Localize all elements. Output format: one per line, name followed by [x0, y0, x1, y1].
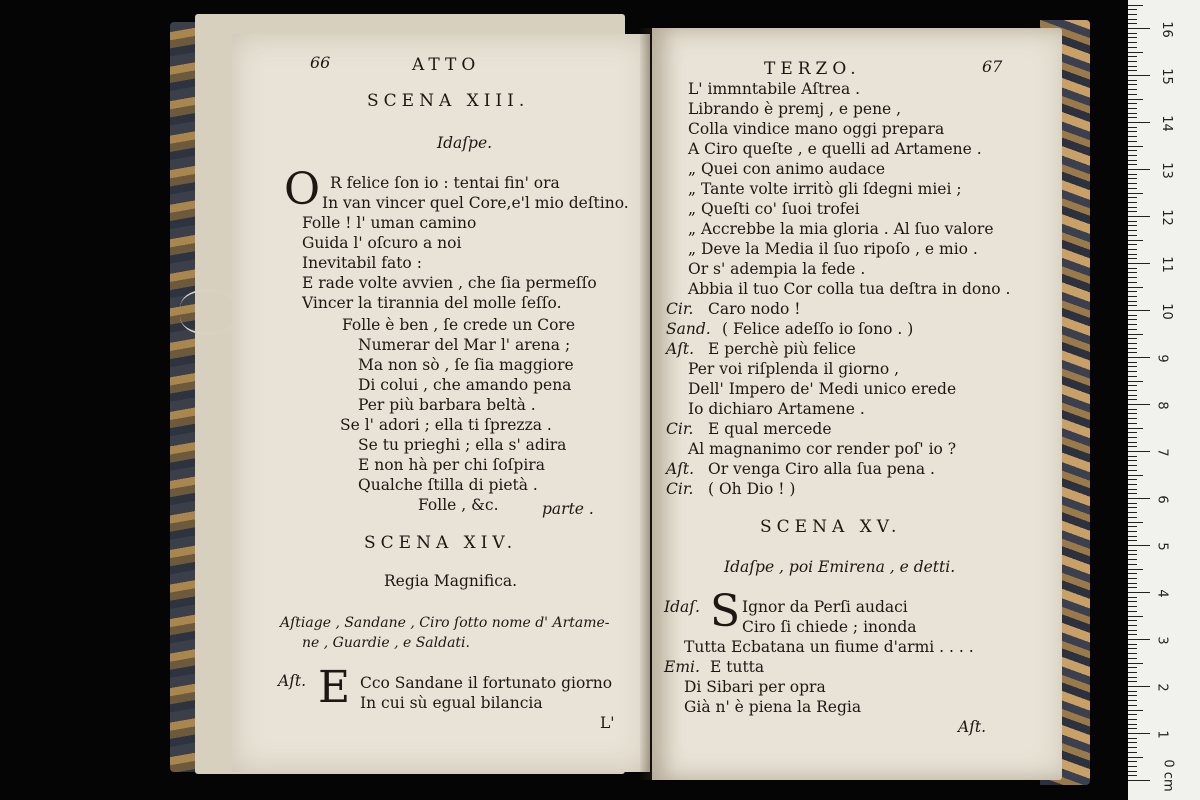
ruler-tick — [1128, 390, 1137, 391]
speaker-label: Idaſ. — [664, 598, 700, 616]
verse-line: „ Deve la Media il ſuo ripoſo , e mio . — [688, 240, 978, 258]
ruler-tick — [1128, 277, 1137, 278]
verse-line: Per voi riſplenda il giorno , — [688, 360, 900, 378]
left-page — [232, 34, 650, 772]
ruler-tick — [1128, 108, 1137, 109]
ruler-tick — [1128, 761, 1137, 762]
verse-line: Già n' è piena la Regia — [684, 698, 862, 716]
speaker-label: Cir. — [666, 480, 694, 498]
ruler-tick — [1128, 681, 1137, 682]
ruler-tick — [1128, 404, 1150, 405]
ruler-tick — [1128, 498, 1150, 499]
ruler-tick — [1128, 19, 1137, 20]
ruler-tick — [1128, 686, 1150, 687]
verse-line: Se tu prieghi ; ella s' adira — [358, 436, 567, 454]
verse-line: E non hà per chi ſoſpira — [358, 456, 545, 474]
verse-line: Librando è premj , e pene , — [688, 100, 902, 118]
ruler-tick — [1128, 569, 1143, 570]
ruler-tick — [1128, 301, 1137, 302]
ruler-tick — [1128, 225, 1137, 226]
ruler-tick — [1128, 141, 1137, 142]
speaker-label: Aſt. — [666, 340, 695, 358]
ruler-tick — [1128, 75, 1150, 76]
ruler-number: 12 — [1158, 209, 1174, 226]
ruler-tick — [1128, 221, 1137, 222]
ruler-number: 3 — [1154, 636, 1170, 645]
ruler-tick — [1128, 155, 1137, 156]
ruler-tick — [1128, 672, 1137, 673]
ruler-number: 14 — [1158, 115, 1174, 132]
speaker-label: Aſt. — [666, 460, 695, 478]
ruler-tick — [1128, 150, 1137, 151]
verse-line: A Ciro queſte , e quelli ad Artamene . — [688, 140, 982, 158]
ruler-tick — [1128, 216, 1150, 217]
ruler-tick — [1128, 395, 1137, 396]
ruler-tick — [1128, 489, 1137, 490]
ruler-tick — [1128, 564, 1137, 565]
page-number-left: 66 — [310, 53, 331, 72]
ruler-tick — [1128, 329, 1137, 330]
ruler-tick — [1128, 465, 1137, 466]
ruler-tick — [1128, 376, 1137, 377]
verse-line: Se l' adori ; ella ti ſprezza . — [340, 416, 552, 434]
ruler-tick — [1128, 268, 1137, 269]
verse-line: In cui sù egual bilancia — [360, 694, 543, 712]
ruler-tick — [1128, 113, 1137, 114]
verse-line: Guida l' oſcuro a noi — [302, 234, 462, 252]
binding-thread — [180, 290, 237, 334]
ruler-tick — [1128, 742, 1137, 743]
ruler-tick — [1128, 592, 1150, 593]
ruler-tick — [1128, 399, 1137, 400]
ruler-tick — [1128, 738, 1137, 739]
verse-line: E qual mercede — [708, 420, 832, 438]
ruler-tick — [1128, 409, 1137, 410]
ruler-number: 9 — [1154, 354, 1170, 363]
verse-line: Vincer la tirannia del molle ſeſſo. — [302, 294, 562, 312]
page-number-right: 67 — [982, 57, 1003, 76]
verse-line: Dell' Impero de' Medi unico erede — [688, 380, 957, 398]
ruler-tick — [1128, 164, 1137, 165]
verse-line: Inevitabil fato : — [302, 254, 422, 272]
ruler-tick — [1128, 442, 1137, 443]
ruler-tick — [1128, 103, 1137, 104]
ruler-tick — [1128, 625, 1137, 626]
ruler-tick — [1128, 33, 1137, 34]
ruler-tick — [1128, 37, 1137, 38]
ruler-tick — [1128, 315, 1137, 316]
verse-line: „ Accrebbe la mia gloria . Al ſuo valore — [688, 220, 994, 238]
ruler-tick — [1128, 371, 1137, 372]
verse-line: Colla vindice mano oggi prepara — [688, 120, 945, 138]
ruler-tick — [1128, 249, 1137, 250]
ruler-tick — [1128, 700, 1137, 701]
ruler-number: 2 — [1154, 683, 1170, 692]
ruler-unit-label: 0 cm — [1160, 759, 1176, 792]
ruler-number: 10 — [1158, 303, 1174, 320]
ruler-tick — [1128, 428, 1143, 429]
ruler-tick — [1128, 61, 1137, 62]
verse-line: Di Sibari per opra — [684, 678, 826, 696]
verse-line: Numerar del Mar l' arena ; — [358, 336, 571, 354]
ruler-tick — [1128, 343, 1137, 344]
ruler-tick — [1128, 362, 1137, 363]
ruler-tick — [1128, 357, 1150, 358]
speaker-label: Sand. — [666, 320, 711, 338]
verse-line: Tutta Ecbatana un fiume d'armi . . . . — [684, 638, 974, 656]
ruler-tick — [1128, 644, 1137, 645]
ruler-tick — [1128, 606, 1137, 607]
ruler-tick — [1128, 733, 1150, 734]
ruler-tick — [1128, 319, 1137, 320]
ruler-tick — [1128, 188, 1137, 189]
ruler-tick — [1128, 484, 1137, 485]
ruler-tick — [1128, 583, 1137, 584]
ruler-tick — [1128, 470, 1137, 471]
verse-line: Qualche ſtilla di pietà . — [358, 476, 538, 494]
ruler-tick — [1128, 437, 1137, 438]
verse-line: L' immntabile Aſtrea . — [688, 80, 861, 98]
ruler-tick — [1128, 127, 1137, 128]
drop-cap-e: E — [318, 662, 351, 713]
speaker-label: Cir. — [666, 300, 694, 318]
ruler-tick — [1128, 423, 1137, 424]
ruler-tick — [1128, 432, 1137, 433]
verse-line: Folle , &c. — [418, 496, 499, 514]
ruler-tick — [1128, 630, 1137, 631]
ruler-tick — [1128, 70, 1137, 71]
scene-xiv-cast: Aſtiage , Sandane , Ciro ſotto nome d' Artame- — [280, 615, 610, 631]
ruler-tick — [1128, 658, 1137, 659]
ruler-tick — [1128, 282, 1137, 283]
catchword: L' — [600, 714, 615, 732]
ruler-tick — [1128, 451, 1150, 452]
ruler-number: 5 — [1154, 542, 1170, 551]
ruler-tick — [1128, 460, 1137, 461]
ruler-tick — [1128, 94, 1137, 95]
ruler-tick — [1128, 620, 1137, 621]
ruler-tick — [1128, 56, 1137, 57]
verse-line: ( Oh Dio ! ) — [708, 480, 796, 498]
ruler-tick — [1128, 545, 1150, 546]
ruler-tick — [1128, 197, 1137, 198]
ruler-tick — [1128, 536, 1137, 537]
verse-line: „ Tante volte irritò gli ſdegni miei ; — [688, 180, 962, 198]
ruler-tick — [1128, 5, 1143, 6]
ruler-tick — [1128, 771, 1137, 772]
right-page — [652, 28, 1062, 780]
verse-line: Or venga Ciro alla ſua pena . — [708, 460, 935, 478]
ruler-tick — [1128, 89, 1137, 90]
ruler-tick — [1128, 305, 1137, 306]
scene-xiv-title: SCENA XIV. — [364, 533, 518, 553]
ruler-tick — [1128, 230, 1137, 231]
ruler-number: 1 — [1154, 730, 1170, 739]
ruler-tick — [1128, 695, 1137, 696]
ruler-tick — [1128, 526, 1137, 527]
speaker-label: Cir. — [666, 420, 694, 438]
ruler-tick — [1128, 352, 1137, 353]
ruler-number: 7 — [1154, 448, 1170, 457]
ruler-tick — [1128, 263, 1150, 264]
verse-line: Di colui , che amando pena — [358, 376, 572, 394]
ruler-tick — [1128, 338, 1137, 339]
ruler-tick — [1128, 413, 1137, 414]
ruler-tick — [1128, 503, 1137, 504]
ruler-tick — [1128, 639, 1150, 640]
ruler-tick — [1128, 99, 1143, 100]
verse-line: Io dichiaro Artamene . — [688, 400, 865, 418]
ruler-tick — [1128, 235, 1137, 236]
verse-line: Ignor da Perſi audaci — [742, 598, 908, 616]
ruler-tick — [1128, 418, 1137, 419]
ruler-tick — [1128, 634, 1137, 635]
ruler-number: 13 — [1158, 162, 1174, 179]
ruler-tick — [1128, 752, 1137, 753]
ruler-tick — [1128, 42, 1137, 43]
ruler-number: 16 — [1158, 21, 1174, 38]
ruler-tick — [1128, 493, 1137, 494]
ruler-tick — [1128, 272, 1137, 273]
verse-line: Al magnanimo cor render poſ' io ? — [688, 440, 957, 458]
ruler-tick — [1128, 366, 1137, 367]
ruler-number: 4 — [1154, 589, 1170, 598]
ruler-tick — [1128, 122, 1150, 123]
ruler-tick — [1128, 207, 1137, 208]
ruler-tick — [1128, 757, 1143, 758]
measurement-ruler — [1128, 0, 1200, 800]
ruler-tick — [1128, 728, 1137, 729]
ruler-tick — [1128, 146, 1143, 147]
verse-line: In van vincer quel Core,e'l mio deſtino. — [322, 194, 629, 212]
ruler-tick — [1128, 381, 1143, 382]
ruler-tick — [1128, 714, 1137, 715]
ruler-tick — [1128, 178, 1137, 179]
ruler-tick — [1128, 775, 1137, 776]
ruler-number: 11 — [1158, 256, 1174, 273]
drop-cap-s: S — [710, 586, 741, 637]
ruler-tick — [1128, 211, 1137, 212]
ruler-tick — [1128, 244, 1137, 245]
ruler-tick — [1128, 131, 1137, 132]
ruler-tick — [1128, 23, 1137, 24]
verse-line: Caro nodo ! — [708, 300, 801, 318]
catchword: Aſt. — [958, 718, 987, 736]
ruler-tick — [1128, 724, 1137, 725]
scene-xiii-speaker: Idaſpe. — [437, 134, 493, 152]
ruler-tick — [1128, 296, 1137, 297]
ruler-tick — [1128, 573, 1137, 574]
verse-line: E rade volte avvien , che ſia permeſſo — [302, 274, 597, 292]
ruler-tick — [1128, 9, 1137, 10]
ruler-tick — [1128, 169, 1150, 170]
ruler-number: 15 — [1158, 68, 1174, 85]
ruler-tick — [1128, 550, 1137, 551]
ruler-tick — [1128, 719, 1137, 720]
ruler-tick — [1128, 47, 1137, 48]
ruler-tick — [1128, 578, 1137, 579]
ruler-tick — [1128, 456, 1137, 457]
ruler-tick — [1128, 66, 1137, 67]
ruler-tick — [1128, 254, 1137, 255]
scene-xv-cast: Idaſpe , poi Emirena , e detti. — [724, 558, 956, 576]
ruler-tick — [1128, 517, 1137, 518]
ruler-tick — [1128, 554, 1137, 555]
ruler-tick — [1128, 766, 1137, 767]
ruler-tick — [1128, 136, 1137, 137]
ruler-tick — [1128, 522, 1143, 523]
ruler-tick — [1128, 240, 1143, 241]
ruler-tick — [1128, 479, 1137, 480]
ruler-tick — [1128, 507, 1137, 508]
verse-line: Folle ! l' uman camino — [302, 214, 477, 232]
ruler-tick — [1128, 287, 1143, 288]
ruler-tick — [1128, 291, 1137, 292]
ruler-tick — [1128, 160, 1137, 161]
ruler-tick — [1128, 601, 1137, 602]
ruler-tick — [1128, 648, 1137, 649]
ruler-tick — [1128, 705, 1137, 706]
verse-line: Or s' adempia la fede . — [688, 260, 866, 278]
verse-line: R felice ſon io : tentai fin' ora — [330, 174, 560, 192]
ruler-tick — [1128, 385, 1137, 386]
ruler-tick — [1128, 174, 1137, 175]
verse-line: „ Quei con animo audace — [688, 160, 886, 178]
scene-xiv-cast: ne , Guardie , e Saldati. — [302, 635, 470, 651]
scene-xv-title: SCENA XV. — [760, 517, 902, 537]
ruler-tick — [1128, 84, 1137, 85]
ruler-tick — [1128, 587, 1137, 588]
ruler-number: 8 — [1154, 401, 1170, 410]
ruler-tick — [1128, 193, 1143, 194]
verse-line: „ Queſti co' ſuoi trofei — [688, 200, 860, 218]
running-head-right: TERZO. — [764, 59, 861, 79]
ruler-tick — [1128, 597, 1137, 598]
ruler-tick — [1128, 324, 1137, 325]
ruler-tick — [1128, 258, 1137, 259]
verse-line: E tutta — [710, 658, 765, 676]
verse-line: Abbia il tuo Cor colla tua deſtra in dono . — [688, 280, 1011, 298]
ruler-tick — [1128, 653, 1137, 654]
ruler-tick — [1128, 691, 1137, 692]
drop-cap-o: O — [284, 164, 321, 215]
running-head-left: ATTO — [412, 55, 481, 75]
ruler-tick — [1128, 28, 1150, 29]
ruler-tick — [1128, 202, 1137, 203]
verse-line: Ciro ſi chiede ; inonda — [742, 618, 917, 636]
ruler-tick — [1128, 334, 1143, 335]
speaker-label: Emi. — [664, 658, 700, 676]
ruler-tick — [1128, 475, 1143, 476]
ruler-tick — [1128, 348, 1137, 349]
ruler-tick — [1128, 117, 1137, 118]
verse-line: Per più barbara beltà . — [358, 396, 536, 414]
verse-line: Cco Sandane il fortunato giorno — [360, 674, 613, 692]
ruler-tick — [1128, 559, 1137, 560]
ruler-tick — [1128, 80, 1137, 81]
scene-xiii-title: SCENA XIII. — [367, 91, 530, 111]
ruler-tick — [1128, 663, 1143, 664]
verse-line: Folle è ben , ſe crede un Core — [342, 316, 575, 334]
verse-line: ( Felice adeſſo io ſono . ) — [722, 320, 914, 338]
ruler-tick — [1128, 310, 1150, 311]
ruler-tick — [1128, 710, 1143, 711]
ruler-tick — [1128, 540, 1137, 541]
ruler-tick — [1128, 512, 1137, 513]
speaker-label: Aſt. — [278, 672, 307, 690]
ruler-tick — [1128, 677, 1137, 678]
verse-line: E perchè più felice — [708, 340, 856, 358]
ruler-tick — [1128, 667, 1137, 668]
exit-direction: parte . — [542, 500, 594, 518]
ruler-tick — [1128, 616, 1143, 617]
scene-xiv-setting: Regia Magnifica. — [384, 572, 518, 590]
ruler-number: 6 — [1154, 495, 1170, 504]
ruler-tick — [1128, 14, 1137, 15]
ruler-tick — [1128, 611, 1137, 612]
ruler-tick — [1128, 446, 1137, 447]
ruler-tick — [1128, 52, 1143, 53]
verse-line: Ma non sò , ſe ſia maggiore — [358, 356, 574, 374]
ruler-tick — [1128, 780, 1150, 781]
ruler-tick — [1128, 531, 1137, 532]
ruler-tick — [1128, 183, 1137, 184]
ruler-tick — [1128, 747, 1137, 748]
